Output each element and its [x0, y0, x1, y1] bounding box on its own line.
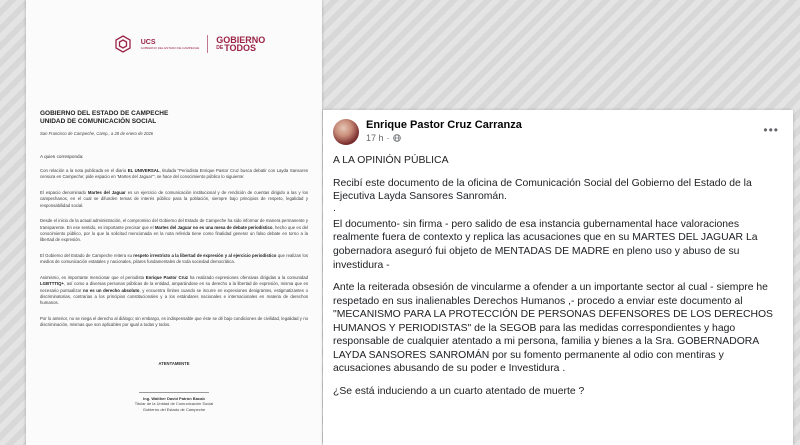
- letter-place-date: San Francisco de Campeche, Camp., a 28 de enero de 2026: [40, 130, 154, 136]
- facebook-post: [323, 110, 793, 445]
- author-block: [366, 119, 522, 144]
- ucs-logo-subtitle: GOBIERNO DEL ESTADO DE CAMPECHE: [140, 45, 200, 50]
- letter-heading: [40, 110, 308, 136]
- post-time[interactable]: 17 h: [366, 132, 384, 143]
- letter-paragraph-4: El Gobierno del Estado de Campeche reitera su respeto irrestricto a la libertad de expresión y al ejercicio periodístico que realizan los medios de comunicación estatales y nacionales, pilares fundamentales de toda sociedad democrática.: [40, 252, 308, 265]
- globe-icon: [393, 134, 401, 142]
- signer-name: Ing. Walther David Patrón Bacab: [143, 395, 205, 401]
- post-line-6: ¿Se está induciendo a un cuarto atentado de muerte ?: [333, 385, 585, 397]
- official-letter: [26, 0, 322, 445]
- post-line-5: Ante la reiterada obsesión de vincularme a ofender a un importante sector al cual - siempre he respetado en sus inalienables Derechos Humanos ,- procedo a enviar este documento al "MECANISMO PARA LA PROTECCIÓN DE PERSONAS DEFENSORES DE LOS DERECHOS HUMANOS Y PERIODISTAS" de la SEGOB para las medidas correspondientes y hago responsable de cualquier atentado a mi persona, familia y bienes a la Sra. GOBERNADORA LAYDA SANSORES SANROMÁN por su fomento permanente al odio con mentiras y acusaciones abusando de su poder e Investidura .: [333, 282, 773, 375]
- letter-org-line2: UNIDAD DE COMUNICACIÓN SOCIAL: [40, 118, 157, 126]
- letter-paragraph-5: Asimismo, es importante mencionar que el periodista Enrique Pastor Cruz ha realizado expresiones ofensivas dirigidas a la comunidad LGBTTTIQ+, así como a diversas personas públicas de la entidad, amparándose en su derecho a la libertad de expresión, misma que es necesario puntualizar no es un derecho absoluto, y encuentra límites cuando se incurre en expresiones denigrantes, estigmatizantes o discriminatorias, contrarias a los principios constitucionales y a los estándares nacionales e internacionales en materia de derechos humanos.: [40, 274, 308, 306]
- post-line-1: A LA OPINIÓN PÚBLICA: [333, 155, 449, 166]
- ucs-logo-icon: [113, 34, 133, 54]
- post-line-4: El documento- sin firma - pero salido de esa instancia gubernamental hace valoraciones realmente fuera de contexto y replica las acusaciones que en su MARTES DEL JAGUAR La gobernadora aseguró fui objeto de MENTADAS DE MADRE en pleno uso y abuso de su investidura -: [333, 218, 758, 271]
- letter-salutation: A quien corresponda:: [40, 153, 84, 159]
- letter-logos: [70, 30, 308, 58]
- ucs-logo-text: [141, 39, 200, 50]
- author-name[interactable]: Enrique Pastor Cruz Carranza: [366, 119, 522, 131]
- author-avatar[interactable]: [333, 119, 359, 145]
- post-line-2: Recibí este documento de la oficina de Comunicación Social del Gobierno del Estado de la Ejecutiva Layda Sansores Sanromán.: [333, 177, 752, 203]
- signer-role-2: Gobierno del Estado de Campeche: [142, 406, 206, 412]
- post-header: [333, 119, 783, 145]
- signature-line: [139, 392, 209, 393]
- gob-logo-todos: TODOS: [224, 43, 257, 53]
- letter-org-line1: GOBIERNO DEL ESTADO DE CAMPECHE: [40, 110, 169, 117]
- letter-atentamente: ATENTAMENTE: [158, 360, 190, 366]
- more-options-icon[interactable]: •••: [763, 123, 779, 137]
- letter-paragraph-6: Por lo anterior, no se niega el derecho al diálogo; sin embargo, es indispensable que éste se dé bajo condiciones de civilidad, legalidad y no discriminación, mismas que son aplicables por igual a todas y todos.: [40, 315, 308, 328]
- gob-logo-small: DE: [216, 44, 224, 51]
- gobierno-de-todos-logo: [216, 36, 265, 52]
- post-meta: [366, 133, 522, 144]
- logo-divider: [207, 35, 208, 53]
- gob-logo-bottom: [216, 44, 265, 52]
- signer-role-1: Titular de la Unidad de Comunicación Social: [134, 401, 214, 407]
- letter-paragraph-1: Con relación a la nota publicada en el diario EL UNIVERSAL, titulada "Periodista Enrique Pastor Cruz busca debatir con Layda Sansores censura en Campeche; pide espacio en 'Martes del Jaguar'", se hace del conocimiento público lo siguiente:: [40, 167, 308, 180]
- letter-paragraph-2: El espacio denominado Martes del Jaguar es un ejercicio de comunicación institucional y de rendición de cuentas dirigido a las y los campechanos, en el cual se difunden temas de interés público para la población, siempre bajo principios de respeto, legalidad y responsabilidad social.: [40, 189, 308, 208]
- post-line-3: .: [333, 202, 336, 214]
- letter-paragraph-3: Desde el inicio de la actual administración, el compromiso del Gobierno del Estado de Campeche ha sido informar de manera permanente y transparente. En ese sentido, es importante precisar que el Martes del Jaguar no es una mesa de debate periodístico, hecho que es del conocimiento público, por lo que la solicitud mencionada en la nota referida tiene como finalidad generar un falso debate en torno a la libertad de expresión.: [40, 218, 308, 243]
- meta-separator: ·: [386, 132, 390, 143]
- post-body: [333, 154, 783, 398]
- gob-logo-top: GOBIERNO: [216, 34, 266, 45]
- ucs-logo-title: UCS: [140, 38, 156, 46]
- letter-closing: [40, 361, 308, 413]
